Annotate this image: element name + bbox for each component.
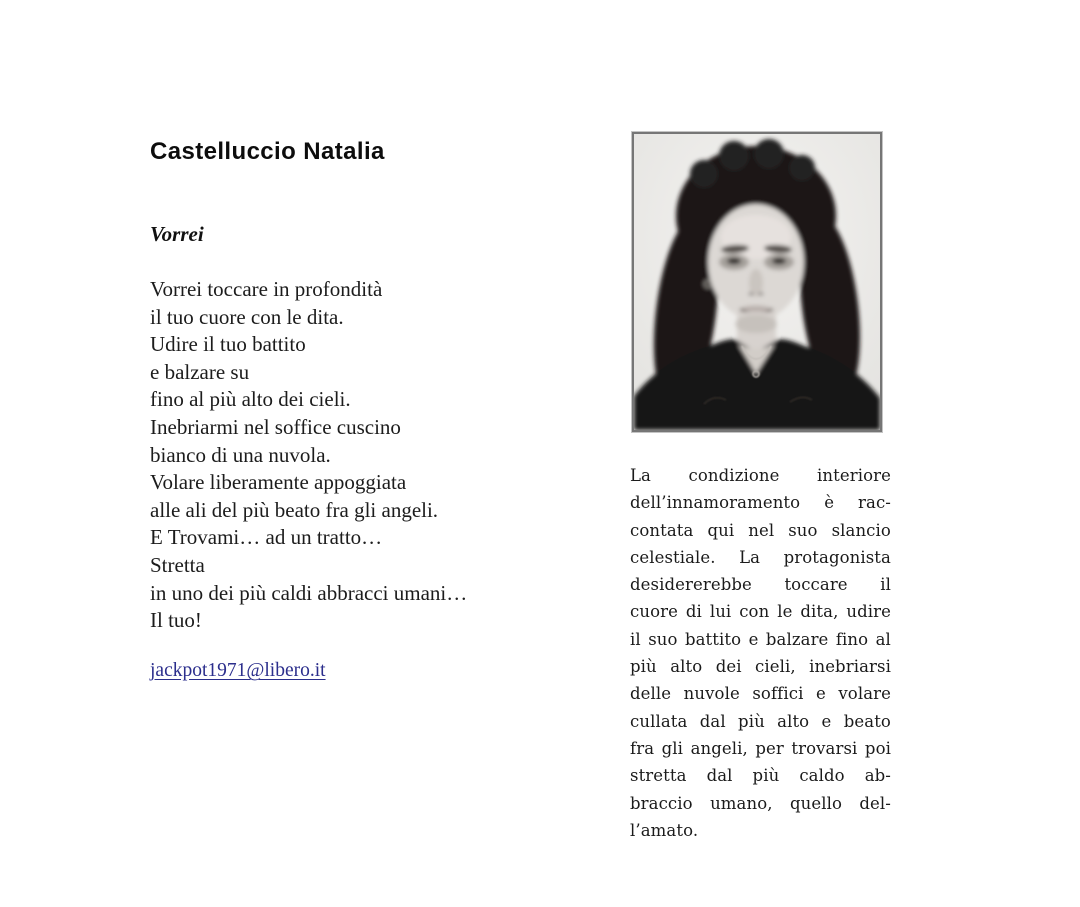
poem-line: bianco di una nuvola. xyxy=(150,442,331,467)
email-link[interactable]: jackpot1971@libero.it xyxy=(150,660,326,681)
commentary-line: il suo battito e balzare fino al xyxy=(630,629,891,649)
poem-line: Inebriarmi nel soffice cuscino xyxy=(150,414,401,439)
author-name: Castelluccio Natalia xyxy=(150,138,385,165)
poem-line: il tuo cuore con le dita. xyxy=(150,304,344,329)
commentary-line: dell’innamoramento è rac- xyxy=(630,493,891,513)
poem-text xyxy=(150,276,620,635)
commentary-line: braccio umano, quello del- xyxy=(630,793,891,813)
poem-line: Vorrei toccare in profondità xyxy=(150,277,383,301)
commentary-line: celestiale. La protagonista xyxy=(630,547,891,567)
commentary-text xyxy=(630,462,891,844)
poem-line: Il tuo! xyxy=(150,608,202,633)
commentary-line: cuore di lui con le dita, udire xyxy=(630,602,891,622)
poem-line: alle ali del più beato fra gli angeli. xyxy=(150,497,439,522)
poem-line: e balzare su xyxy=(150,359,250,384)
commentary-line: stretta dal più caldo ab- xyxy=(630,766,891,786)
portrait-photo-frame xyxy=(632,132,882,432)
commentary-line: fra gli angeli, per trovarsi poi xyxy=(630,738,891,758)
commentary-line: desidererebbe toccare il xyxy=(630,575,891,595)
commentary-line: cullata dal più alto e beato xyxy=(630,711,891,731)
poem-line: Udire il tuo battito xyxy=(150,332,306,357)
commentary-line: delle nuvole soffici e volare xyxy=(630,684,891,704)
commentary-line: La condizione interiore xyxy=(630,466,891,485)
poem-line: Volare liberamente appoggiata xyxy=(150,470,407,495)
commentary-line: contata qui nel suo slancio xyxy=(630,520,891,540)
portrait-photo xyxy=(634,134,880,430)
commentary-line: l’amato. xyxy=(630,820,699,840)
poem-line: Stretta xyxy=(150,552,205,577)
poem-title: Vorrei xyxy=(150,222,204,246)
commentary-line: più alto dei cieli, inebriarsi xyxy=(630,657,891,677)
poem-line: E Trovami… ad un tratto… xyxy=(150,525,383,550)
poem-line: fino al più alto dei cieli. xyxy=(150,387,351,412)
poem-line: in uno dei più caldi abbracci umani… xyxy=(150,580,468,605)
